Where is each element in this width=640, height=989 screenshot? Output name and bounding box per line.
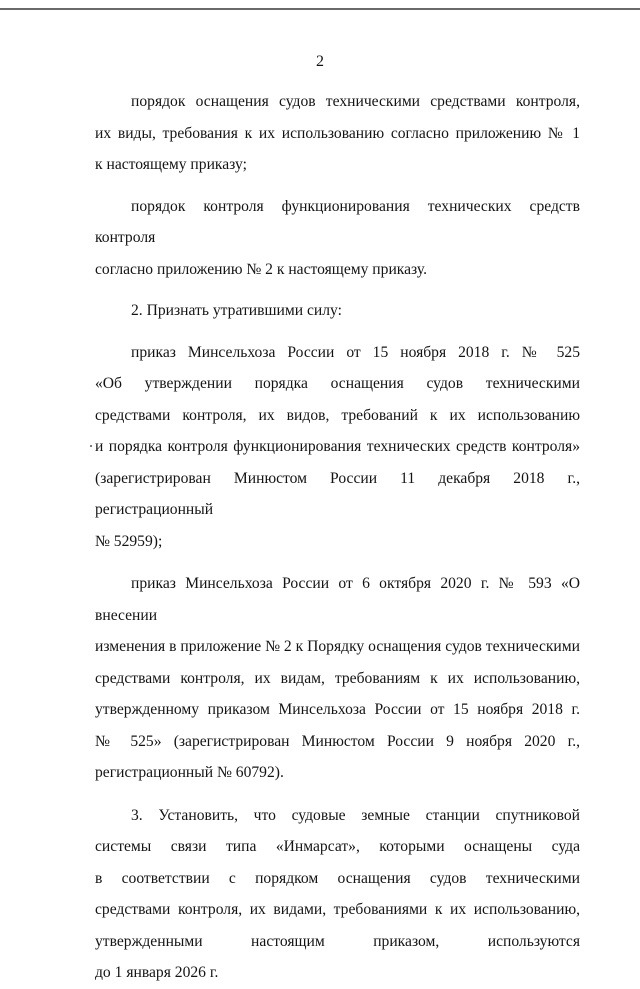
text-line: к настоящему приказу; — [95, 156, 247, 173]
text-line: их виды, требования к их использованию согласно приложению № 1 — [95, 124, 580, 142]
text-line: средствами контроля, их видов, требований к их использованию — [95, 406, 580, 424]
text-line: (зарегистрирован Минюстом России 11 декабря 2018 г., регистрационный — [95, 469, 580, 518]
text-line: утвержденному приказом Минсельхоза России от 15 ноября 2018 г. — [95, 701, 580, 718]
page-number: 2 — [316, 53, 324, 70]
text-line: средствами контроля, их видами, требованиями к их использованию, — [95, 901, 580, 918]
text-line: приказ Минсельхоза России от 6 октября 2020 г. № 593 «О внесении — [95, 575, 580, 624]
scan-edge-line — [0, 8, 640, 10]
scan-dot — [90, 445, 92, 447]
text-line: согласно приложению № 2 к настоящему приказу. — [95, 260, 428, 278]
text-line: и порядка контроля функционирования технических средств контроля» — [95, 438, 580, 455]
text-line: порядок контроля функционирования технических средств контроля — [95, 197, 580, 246]
text-line: № 52959); — [95, 532, 163, 550]
text-line: до 1 января 2026 г. — [95, 964, 219, 981]
text-line: порядок оснащения судов техническими средствами контроля, — [131, 93, 580, 110]
text-line: в соответствии с порядком оснащения судов техническими — [95, 869, 580, 887]
paragraph-equipment-order — [95, 86, 580, 989]
text-line: приказ Минсельхоза России от 15 ноября 2018 г. № 525 — [131, 343, 580, 361]
text-line: регистрационный № 60792). — [95, 764, 284, 781]
text-line: системы связи типа «Инмарсат», которыми оснащены суда — [95, 838, 580, 855]
text-line: утвержденными настоящим приказом, используются — [95, 932, 580, 950]
text-line: «Об утверждении порядка оснащения судов техническими — [95, 375, 580, 392]
text-line: средствами контроля, их видам, требованиям к их использованию, — [95, 669, 580, 687]
text-line: 3. Установить, что судовые земные станции спутниковой — [131, 806, 580, 824]
text-line: изменения в приложение № 2 к Порядку оснащения судов техническими — [95, 638, 580, 655]
text-line: № 525» (зарегистрирован Минюстом России 9 ноября 2020 г., — [95, 732, 580, 750]
text-line: 2. Признать утратившими силу: — [131, 302, 342, 319]
